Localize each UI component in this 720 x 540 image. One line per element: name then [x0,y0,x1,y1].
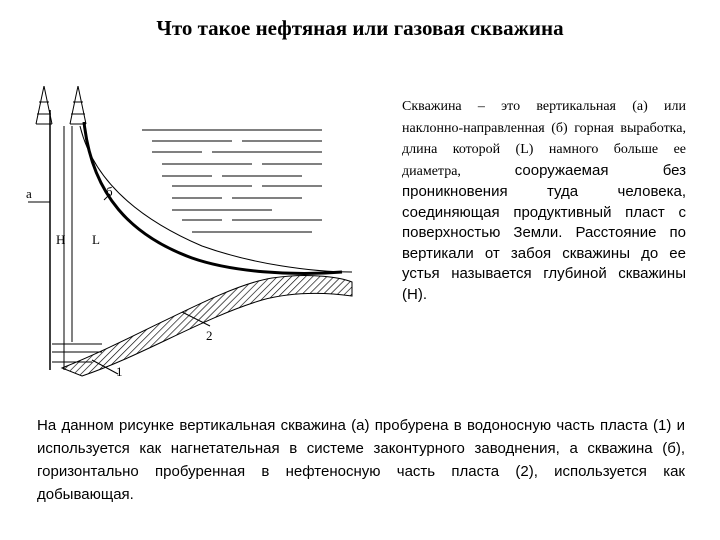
label-b: б [106,184,113,199]
well-diagram [22,86,362,401]
caption-text: На данном рисунке вертикальная скважина (а) пробурена в водоносную часть пласта (1) и используется как нагнетательная в системе законтурного заводнения, а скважина (б), горизонтально пробуренная в нефтеносную часть пласта (2), используется как добывающая. [37,417,685,503]
label-l: L [92,232,100,247]
slide-title: Что такое нефтяная или газовая скважина [156,16,564,40]
definition-sans: сооружаемая без проникновения туда человека, соединяющая продуктивный пласт с поверхностью Земли. Расстояние по вертикали от забоя скважины до ее устья называется глубиной скважины (Н). [402,161,687,303]
label-2: 2 [206,328,213,343]
definition-serif: Скважина – это вертикальная (а) или наклонно-направленная (б) горная выработка, длина которой (L) намного больше ее диаметра, [402,99,686,179]
label-a: а [26,186,32,201]
label-h: Н [56,232,66,247]
layer-2 [62,275,352,376]
label-1: 1 [116,364,123,379]
well-diagram-svg [22,86,362,396]
derrick-b [70,86,86,124]
definition-text [402,96,686,305]
surface-curve [80,126,352,272]
